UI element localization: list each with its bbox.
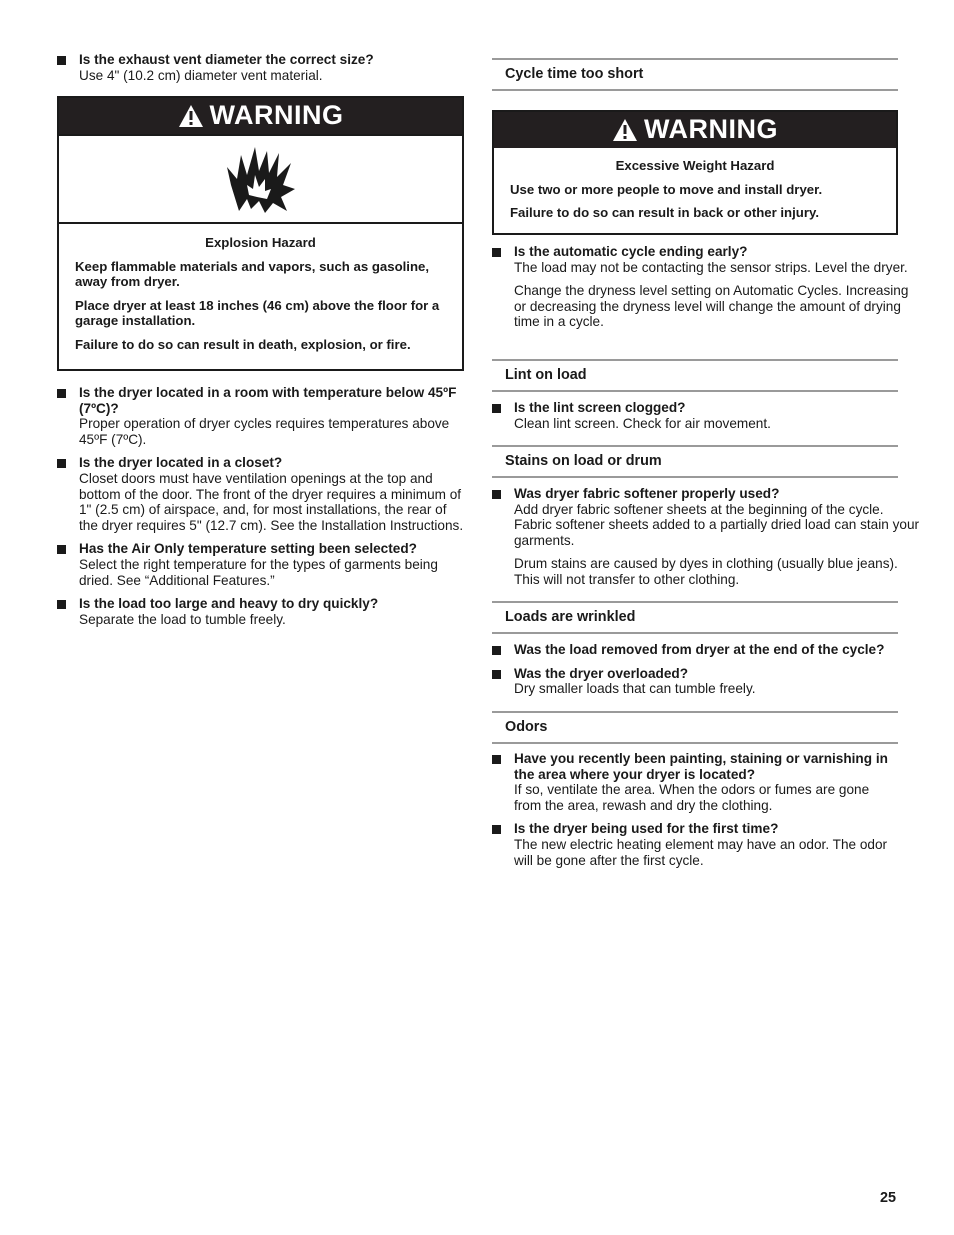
list-item xyxy=(492,666,898,697)
square-bullet-icon xyxy=(57,459,66,468)
item-extra: Change the dryness level setting on Automatic Cycles. Increasing or decreasing the dryness level will change the amount of drying time in a cycle. xyxy=(514,283,909,330)
item-question: Have you recently been painting, staining or varnishing in the area where your dryer is located? xyxy=(514,751,888,782)
list-item xyxy=(492,244,920,330)
item-question: Is the automatic cycle ending early? xyxy=(514,244,748,259)
warning-line: Use two or more people to move and install dryer. xyxy=(510,181,823,197)
item-question: Was the dryer overloaded? xyxy=(514,665,688,681)
item-answer: Closet doors must have ventilation openings at the top and bottom of the door. The front of the dryer requires a minimum of 1" (2.5 cm) of airspace, and, for most installations, the rear of the dryer requires 5" (12.7 cm). See the Installation Instructions. xyxy=(79,470,464,533)
left-item-list xyxy=(57,385,464,635)
square-bullet-icon xyxy=(492,755,501,764)
square-bullet-icon xyxy=(492,646,501,655)
item-answer: The new electric heating element may have an odor. The odor will be gone after the first cycle. xyxy=(514,836,888,868)
warning-line: Failure to do so can result in back or other injury. xyxy=(510,205,819,221)
warning-heading: WARNING xyxy=(209,100,344,131)
list-item xyxy=(492,486,920,588)
section-header-odors: Odors xyxy=(492,711,898,744)
warning-line: Keep flammable materials and vapors, such as gasoline, away from dryer. xyxy=(75,258,430,290)
section-header-stains: Stains on load or drum xyxy=(492,445,898,478)
square-bullet-icon xyxy=(57,389,66,398)
square-bullet-icon xyxy=(492,670,501,679)
item-question: Is the dryer located in a closet? xyxy=(79,455,283,471)
item-answer: Clean lint screen. Check for air movement. xyxy=(514,415,771,431)
square-bullet-icon xyxy=(57,600,66,609)
warning-triangle-icon xyxy=(612,118,638,142)
list-item xyxy=(492,751,898,813)
warning-body xyxy=(494,148,896,235)
item-answer: Select the right temperature for the types of garments being dried. See “Additional Features.” xyxy=(79,556,438,588)
page-number: 25 xyxy=(880,1190,897,1206)
list-item xyxy=(57,541,464,588)
warning-triangle-icon xyxy=(178,104,204,128)
list-item xyxy=(57,596,464,627)
list-item xyxy=(492,642,898,658)
square-bullet-icon xyxy=(492,490,501,499)
section-header-wrinkled: Loads are wrinkled xyxy=(492,601,898,634)
warning-line: Place dryer at least 18 inches (46 cm) above the floor for a garage installation. xyxy=(75,297,440,329)
warning-heading: WARNING xyxy=(644,114,778,145)
odor-item-list xyxy=(492,751,898,876)
list-item xyxy=(492,821,898,868)
item-answer: Add dryer fabric softener sheets at the beginning of the cycle. Fabric softener sheets added to a partially dried load can stain your garments. xyxy=(514,501,920,548)
item-question: Is the dryer located in a room with temperature below 45ºF (7ºC)? xyxy=(79,385,457,416)
item-answer: If so, ventilate the area. When the odors or fumes are gone from the area, rewash and dry the clothing. xyxy=(514,782,870,813)
item-answer: Use 4" (10.2 cm) diameter vent material. xyxy=(79,67,323,83)
square-bullet-icon xyxy=(492,248,501,257)
item-question: Was dryer fabric softener properly used? xyxy=(514,486,780,501)
item-answer: Proper operation of dryer cycles requires temperatures above 45ºF (7ºC). xyxy=(79,416,450,447)
item-question: Is the dryer being used for the first time? xyxy=(514,821,779,837)
explosion-icon xyxy=(225,145,297,213)
square-bullet-icon xyxy=(57,56,66,65)
hazard-title: Excessive Weight Hazard xyxy=(615,158,775,173)
square-bullet-icon xyxy=(492,825,501,834)
item-answer: Dry smaller loads that can tumble freely. xyxy=(514,681,756,697)
explosion-pictogram xyxy=(59,134,462,224)
warning-header xyxy=(59,98,462,134)
explosion-warning-box xyxy=(57,96,464,371)
list-item xyxy=(57,385,464,447)
warning-header xyxy=(494,112,896,148)
item-question: Is the lint screen clogged? xyxy=(514,400,686,415)
square-bullet-icon xyxy=(492,404,501,413)
item-answer: Separate the load to tumble freely. xyxy=(79,611,286,627)
item-answer: The load may not be contacting the sensor strips. Level the dryer. xyxy=(514,259,908,275)
list-item xyxy=(492,400,920,431)
list-item xyxy=(57,455,464,533)
warning-line: Failure to do so can result in death, explosion, or fire. xyxy=(75,336,411,352)
item-question: Was the load removed from dryer at the end of the cycle? xyxy=(514,642,885,657)
warning-body xyxy=(59,224,462,367)
section-header-cycle-time: Cycle time too short xyxy=(492,58,898,91)
item-question: Has the Air Only temperature setting been selected? xyxy=(79,541,417,557)
item-question: Is the load too large and heavy to dry quickly? xyxy=(79,596,379,612)
item-extra: Drum stains are caused by dyes in clothing (usually blue jeans). This will not transfer to other clothing. xyxy=(514,556,898,587)
section-header-lint: Lint on load xyxy=(492,359,898,392)
weight-warning-box xyxy=(492,110,898,235)
square-bullet-icon xyxy=(57,545,66,554)
list-item xyxy=(57,52,486,83)
item-question: Is the exhaust vent diameter the correct size? xyxy=(79,52,374,67)
wrinkle-item-list xyxy=(492,642,898,705)
hazard-title: Explosion Hazard xyxy=(205,235,316,250)
